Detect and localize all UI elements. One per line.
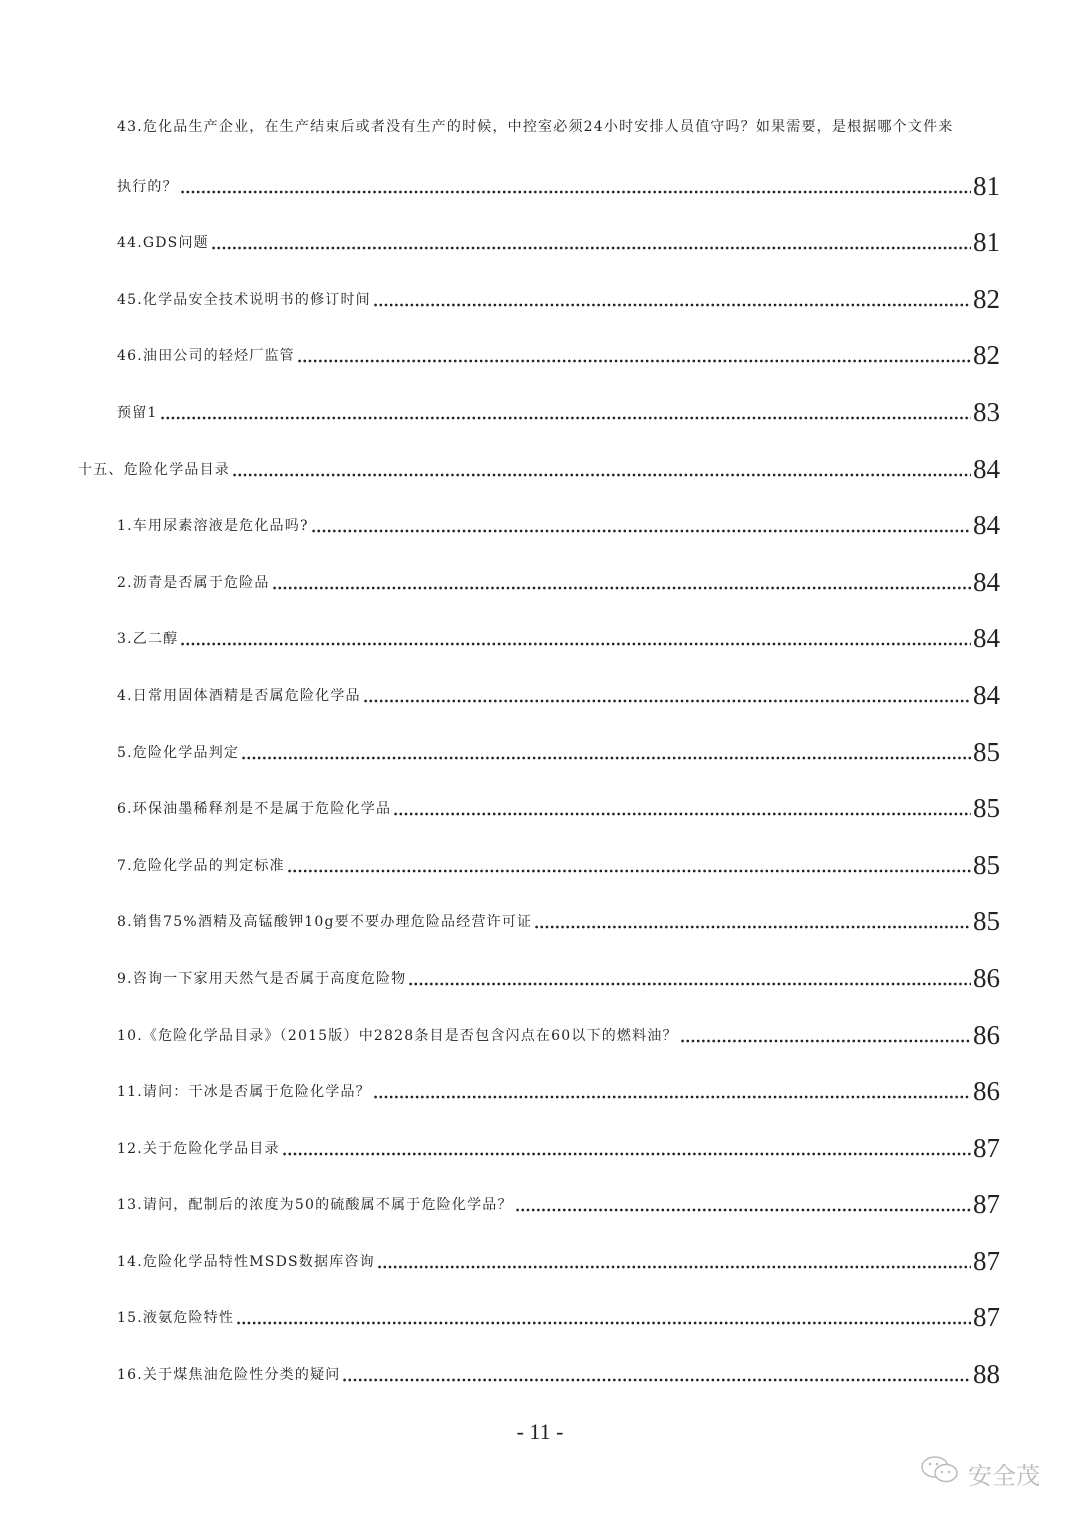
dot-leader bbox=[232, 473, 971, 477]
toc-entry-label: 9.咨询一下家用天然气是否属于高度危险物 bbox=[117, 970, 407, 987]
dot-leader bbox=[373, 1095, 971, 1099]
dot-leader bbox=[211, 246, 971, 250]
watermark-text: 安全茂 bbox=[968, 1461, 1040, 1490]
toc-entry-page: 84 bbox=[973, 679, 1000, 710]
toc-entry-page: 86 bbox=[973, 962, 1000, 993]
toc-entry-page: 86 bbox=[973, 1019, 1000, 1050]
dot-leader bbox=[377, 1265, 971, 1269]
toc-entry[interactable] bbox=[0, 766, 1080, 823]
toc-entry-page: 87 bbox=[973, 1132, 1000, 1163]
toc-entry[interactable] bbox=[0, 1331, 1080, 1388]
toc-entry-page: 81 bbox=[973, 170, 1000, 201]
toc-entry-page: 85 bbox=[973, 736, 1000, 767]
toc-entry-label: 13.请问，配制后的浓度为50的硫酸属不属于危险化学品？ bbox=[117, 1197, 513, 1214]
page-number: - 11 - bbox=[516, 1419, 564, 1444]
toc-entry-label: 14.危险化学品特性MSDS数据库咨询 bbox=[117, 1253, 375, 1270]
table-of-contents bbox=[0, 143, 1080, 1388]
dot-leader bbox=[363, 699, 971, 703]
dot-leader bbox=[287, 869, 971, 873]
wechat-icon bbox=[920, 1455, 960, 1491]
toc-entry-label: 3.乙二醇 bbox=[117, 631, 179, 648]
toc-entry-page: 87 bbox=[973, 1302, 1000, 1333]
toc-entry-page: 88 bbox=[973, 1359, 1000, 1390]
toc-entry-label: 2.沥青是否属于危险品 bbox=[117, 574, 270, 591]
toc-entry-label: 44.GDS问题 bbox=[117, 235, 209, 252]
dot-leader bbox=[241, 756, 971, 760]
dot-leader bbox=[180, 642, 971, 646]
toc-entry[interactable] bbox=[0, 539, 1080, 596]
dot-leader bbox=[180, 190, 971, 194]
toc-entry-page: 85 bbox=[973, 793, 1000, 824]
toc-entry[interactable] bbox=[0, 369, 1080, 426]
toc-entry[interactable] bbox=[0, 822, 1080, 879]
toc-entry-label: 45.化学品安全技术说明书的修订时间 bbox=[117, 291, 371, 308]
dot-leader bbox=[680, 1039, 971, 1043]
toc-entry-label: 5.危险化学品判定 bbox=[117, 744, 240, 761]
toc-entry-label: 预留1 bbox=[117, 404, 158, 421]
watermark bbox=[920, 1455, 1040, 1491]
dot-leader bbox=[393, 812, 971, 816]
toc-entry-label: 16.关于煤焦油危险性分类的疑问 bbox=[117, 1367, 341, 1384]
toc-entry[interactable] bbox=[0, 1218, 1080, 1275]
toc-entry-page: 86 bbox=[973, 1076, 1000, 1107]
dot-leader bbox=[373, 303, 971, 307]
toc-entry-page: 85 bbox=[973, 849, 1000, 880]
toc-entry-page: 84 bbox=[973, 623, 1000, 654]
toc-entry[interactable] bbox=[0, 992, 1080, 1049]
toc-entry-page: 87 bbox=[973, 1189, 1000, 1220]
toc-entry[interactable] bbox=[0, 935, 1080, 992]
toc-entry-page: 82 bbox=[973, 283, 1000, 314]
toc-entry-label: 4.日常用固体酒精是否属危险化学品 bbox=[117, 687, 361, 704]
toc-entry-43-first-line: 43.危化品生产企业，在生产结束后或者没有生产的时候，中控室必须24小时安排人员值守吗？如果需要，是根据哪个文件来 bbox=[117, 119, 954, 135]
dot-leader bbox=[297, 359, 971, 363]
dot-leader bbox=[311, 529, 971, 533]
toc-entry[interactable] bbox=[0, 1162, 1080, 1219]
dot-leader bbox=[408, 982, 971, 986]
toc-entry-page: 84 bbox=[973, 566, 1000, 597]
toc-entry-label: 执行的？ bbox=[117, 178, 178, 195]
toc-entry[interactable] bbox=[0, 709, 1080, 766]
dot-leader bbox=[282, 1152, 971, 1156]
toc-entry-page: 84 bbox=[973, 453, 1000, 484]
dot-leader bbox=[160, 416, 971, 420]
toc-entry-label: 10.《危险化学品目录》（2015版）中2828条目是否包含闪点在60以下的燃料油？ bbox=[117, 1027, 678, 1044]
toc-entry[interactable] bbox=[0, 200, 1080, 257]
toc-entry[interactable] bbox=[0, 1275, 1080, 1332]
toc-entry-label: 6.环保油墨稀释剂是不是属于危险化学品 bbox=[117, 801, 392, 818]
dot-leader bbox=[534, 925, 971, 929]
dot-leader bbox=[515, 1208, 971, 1212]
toc-entry[interactable] bbox=[0, 652, 1080, 709]
toc-entry-label: 12.关于危险化学品目录 bbox=[117, 1140, 280, 1157]
toc-entry[interactable] bbox=[0, 1105, 1080, 1162]
dot-leader bbox=[272, 586, 971, 590]
toc-entry-label: 1.车用尿素溶液是危化品吗? bbox=[117, 518, 309, 535]
toc-entry-label: 十五、危险化学品目录 bbox=[78, 461, 230, 478]
toc-entry[interactable] bbox=[0, 313, 1080, 370]
dot-leader bbox=[342, 1378, 971, 1382]
toc-entry-label: 46.油田公司的轻烃厂监管 bbox=[117, 348, 295, 365]
toc-entry-page: 82 bbox=[973, 340, 1000, 371]
toc-entry[interactable] bbox=[0, 1049, 1080, 1106]
toc-entry[interactable] bbox=[0, 143, 1080, 200]
toc-entry-page: 87 bbox=[973, 1245, 1000, 1276]
toc-entry[interactable] bbox=[0, 256, 1080, 313]
toc-entry-page: 83 bbox=[973, 396, 1000, 427]
toc-entry[interactable] bbox=[0, 879, 1080, 936]
toc-entry[interactable] bbox=[0, 596, 1080, 653]
toc-entry-label: 8.销售75%酒精及高锰酸钾10g要不要办理危险品经营许可证 bbox=[117, 914, 533, 931]
toc-entry-page: 81 bbox=[973, 227, 1000, 258]
toc-section-heading[interactable] bbox=[0, 426, 1080, 483]
toc-entry-page: 85 bbox=[973, 906, 1000, 937]
toc-entry-label: 15.液氨危险特性 bbox=[117, 1310, 235, 1327]
toc-entry-label: 11.请问：干冰是否属于危险化学品？ bbox=[117, 1084, 371, 1101]
dot-leader bbox=[236, 1321, 971, 1325]
toc-entry[interactable] bbox=[0, 483, 1080, 540]
toc-entry-page: 84 bbox=[973, 510, 1000, 541]
toc-entry-label: 7.危险化学品的判定标准 bbox=[117, 857, 285, 874]
